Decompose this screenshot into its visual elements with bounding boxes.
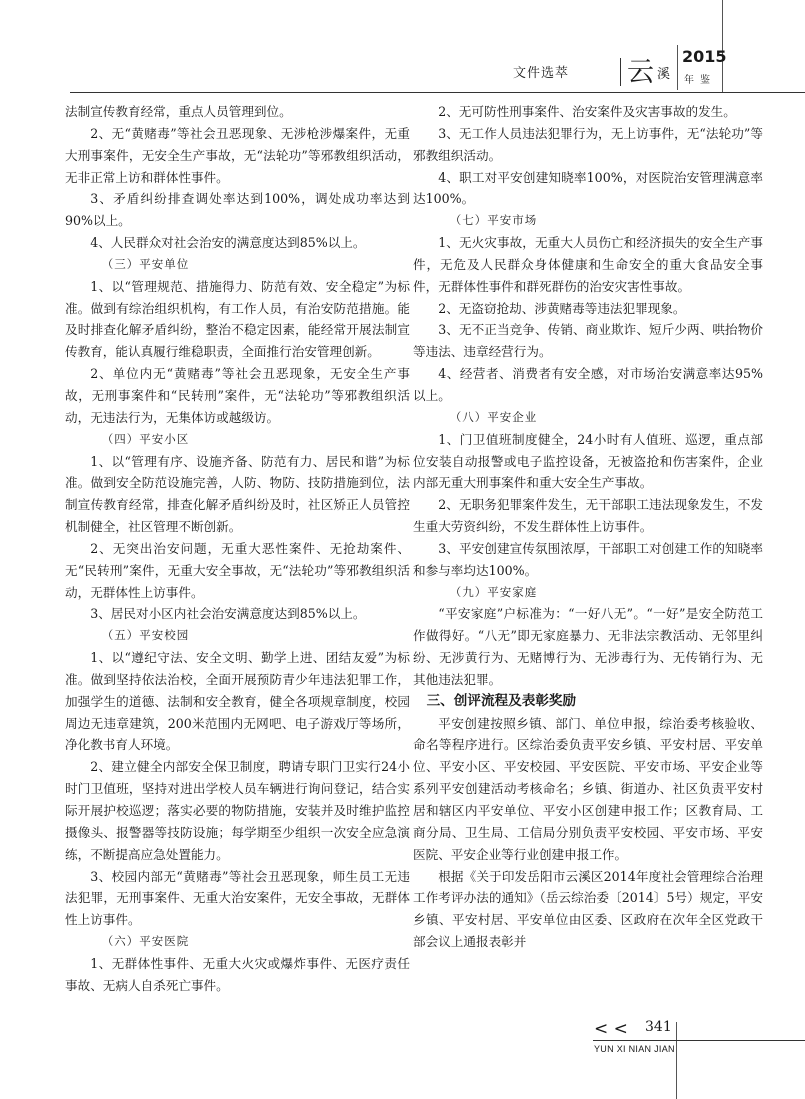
subsection-heading: （三）平安单位	[101, 256, 190, 271]
header-separator-2	[677, 45, 678, 90]
paragraph: 2、无可防性刑事案件、治安案件及灾害事故的发生。	[438, 104, 736, 119]
paragraph: 4、经营者、消费者有安全感，对市场治安满意率达95%以上。	[413, 366, 763, 403]
paragraph: 平安创建按照乡镇、部门、单位申报，综治委考核验收、命名等程序进行。区综治委负责平安乡镇、平安村居、平安单位、平安小区、平安校园、平安医院、平安市场、平安企业等系列平安创建活动考核命名；乡镇、街道办、社区负责平安村居和辖区内平安单位、平安小区创建申报工作；区教育局、工商分局、卫生局、工信局分别负责平安校园、平安市场、平安医院、平安企业等行业创建申报工作。	[413, 715, 763, 862]
subsection-heading: （九）平安家庭	[449, 584, 538, 599]
magazine-name: YUN XI NIAN JIAN	[594, 1044, 675, 1054]
paragraph: 法制宣传教育经常，重点人员管理到位。	[65, 104, 292, 119]
paragraph: 3、居民对小区内社会治安满意度达到85%以上。	[90, 606, 366, 622]
yearbook-label: 年鉴	[684, 75, 716, 86]
paragraph: “平安家庭”户标准为：“一好八无”。“一好”是安全防范工作做得好。“八无”即无家庭暴力、无非法宗教活动、无邻里纠纷、无涉黄行为、无赌博行为、无涉毒行为、无传销行为、无其他违法犯罪。	[413, 606, 763, 687]
paragraph: 1、无群体性事件、无重大火灾或爆炸事件、无医疗责任事故、无病人自杀死亡事件。	[65, 955, 410, 993]
subsection-heading: （四）平安小区	[101, 431, 190, 446]
subsection-heading: （八）平安企业	[449, 409, 538, 424]
paragraph: 1、无火灾事故，无重大人员伤亡和经济损失的安全生产事件，无危及人民群众身体健康和生命安全的重大食品安全事件，无群体性事件和群死群伤的治安灾害性事故。	[413, 235, 763, 294]
paragraph: 2、单位内无“黄赌毒”等社会丑恶现象，无安全生产事故，无刑事案件和“民转刑”案件，无“法轮功”等邪教组织活动，无违法行为，无集体访或越级访。	[65, 366, 410, 425]
left-column	[65, 101, 410, 997]
paragraph: 根据《关于印发岳阳市云溪区2014年度社会管理综合治理工作考评办法的通知》（岳云综治委〔2014〕5号）规定，平安乡镇、平安村居、平安单位由区委、区政府在次年全区党政干部会议上通报表彰并	[413, 868, 763, 950]
header-rule	[70, 92, 805, 93]
paragraph: 2、建立健全内部安全保卫制度，聘请专职门卫实行24小时门卫值班，坚持对进出学校人员车辆进行询问登记，结合实际开展护校巡逻；落实必要的物防措施，安装并及时维护监控摄像头、报警器等技防设施；每学期至少组织一次安全应急演练，不断提高应急处置能力。	[65, 759, 410, 862]
page-number: 341	[645, 1019, 672, 1035]
footer-rule	[593, 1040, 805, 1041]
header-separator	[620, 58, 621, 86]
page-header	[0, 0, 805, 100]
paragraph: 2、无“黄赌毒”等社会丑恶现象、无涉枪涉爆案件，无重大刑事案件，无安全生产事故，无“法轮功”等邪教组织活动，无非正常上访和群体性事件。	[65, 125, 410, 185]
paragraph: 3、无不正当竞争、传销、商业欺诈、短斤少两、哄抬物价等违法、违章经营行为。	[413, 322, 763, 360]
subsection-heading: （七）平安市场	[449, 213, 538, 228]
paragraph: 3、矛盾纠纷排查调处率达到100%，调处成功率达到90%以上。	[65, 191, 410, 229]
paragraph: 4、人民群众对社会治安的满意度达到85%以上。	[90, 235, 366, 251]
paragraph: 3、平安创建宣传氛围浓厚，干部职工对创建工作的知晓率和参与率均达100%。	[413, 540, 763, 578]
brand-logo-main: 云	[627, 57, 654, 88]
subsection-heading: （六）平安医院	[101, 934, 190, 949]
paragraph: 1、以“管理规范、措施得力、防范有效、安全稳定”为标准。做到有综治组织机构，有工作人员，有治安防范措施。能及时排查化解矛盾纠纷，整治不稳定因素，能经常开展法制宣传教育，能认真履行维稳职责，全面推行治安管理创新。	[65, 278, 410, 360]
page-arrows-icon: < <	[594, 1019, 628, 1039]
yearbook-year: 2015	[682, 47, 727, 66]
paragraph: 1、以“管理有序、设施齐备、防范有力、居民和谐”为标准。做到安全防范设施完善，人防、物防、技防措施到位，法制宣传教育经常，排查化解矛盾纠纷及时，社区矫正人员管控机制健全，社区管理不断创新。	[65, 453, 410, 535]
paragraph: 3、校园内部无“黄赌毒”等社会丑恶现象，师生员工无违法犯罪，无刑事案件、无重大治安案件，无安全事故，无群体性上访事件。	[65, 868, 410, 928]
right-column	[413, 101, 763, 953]
subsection-heading: （五）平安校园	[101, 628, 190, 643]
brand-logo-sub: 溪	[657, 67, 671, 82]
section-heading: 三、创评流程及表彰奖励	[426, 692, 577, 709]
header-divider	[722, 0, 723, 92]
footer-divider	[676, 1022, 677, 1099]
section-title: 文件选萃	[513, 66, 570, 81]
paragraph: 2、无突出治安问题，无重大恶性案件、无抢劫案件、无“民转刑”案件，无重大安全事故，无“法轮功”等邪教组织活动，无群体性上访事件。	[65, 540, 410, 600]
paragraph: 2、无盗窃抢劫、涉黄赌毒等违法犯罪现象。	[438, 300, 686, 316]
paragraph: 2、无职务犯罪案件发生，无干部职工违法现象发生，不发生重大劳资纠纷，不发生群体性上访事件。	[413, 497, 763, 535]
paragraph: 1、以“遵纪守法、安全文明、勤学上进、团结友爱”为标准。做到坚持依法治校，全面开展预防青少年违法犯罪工作，加强学生的道德、法制和安全教育，健全各项规章制度，校园周边无违章建筑，200米范围内无网吧、电子游戏厅等场所，净化教书育人环境。	[65, 650, 410, 753]
paragraph: 4、职工对平安创建知晓率100%，对医院治安管理满意率达100%。	[413, 169, 763, 207]
paragraph: 3、无工作人员违法犯罪行为，无上访事件，无“法轮功”等邪教组织活动。	[413, 125, 763, 163]
paragraph: 1、门卫值班制度健全，24小时有人值班、巡逻，重点部位安装自动报警或电子监控设备，无被盗抢和伤害案件，企业内部无重大刑事案件和重大安全生产事故。	[413, 431, 763, 491]
